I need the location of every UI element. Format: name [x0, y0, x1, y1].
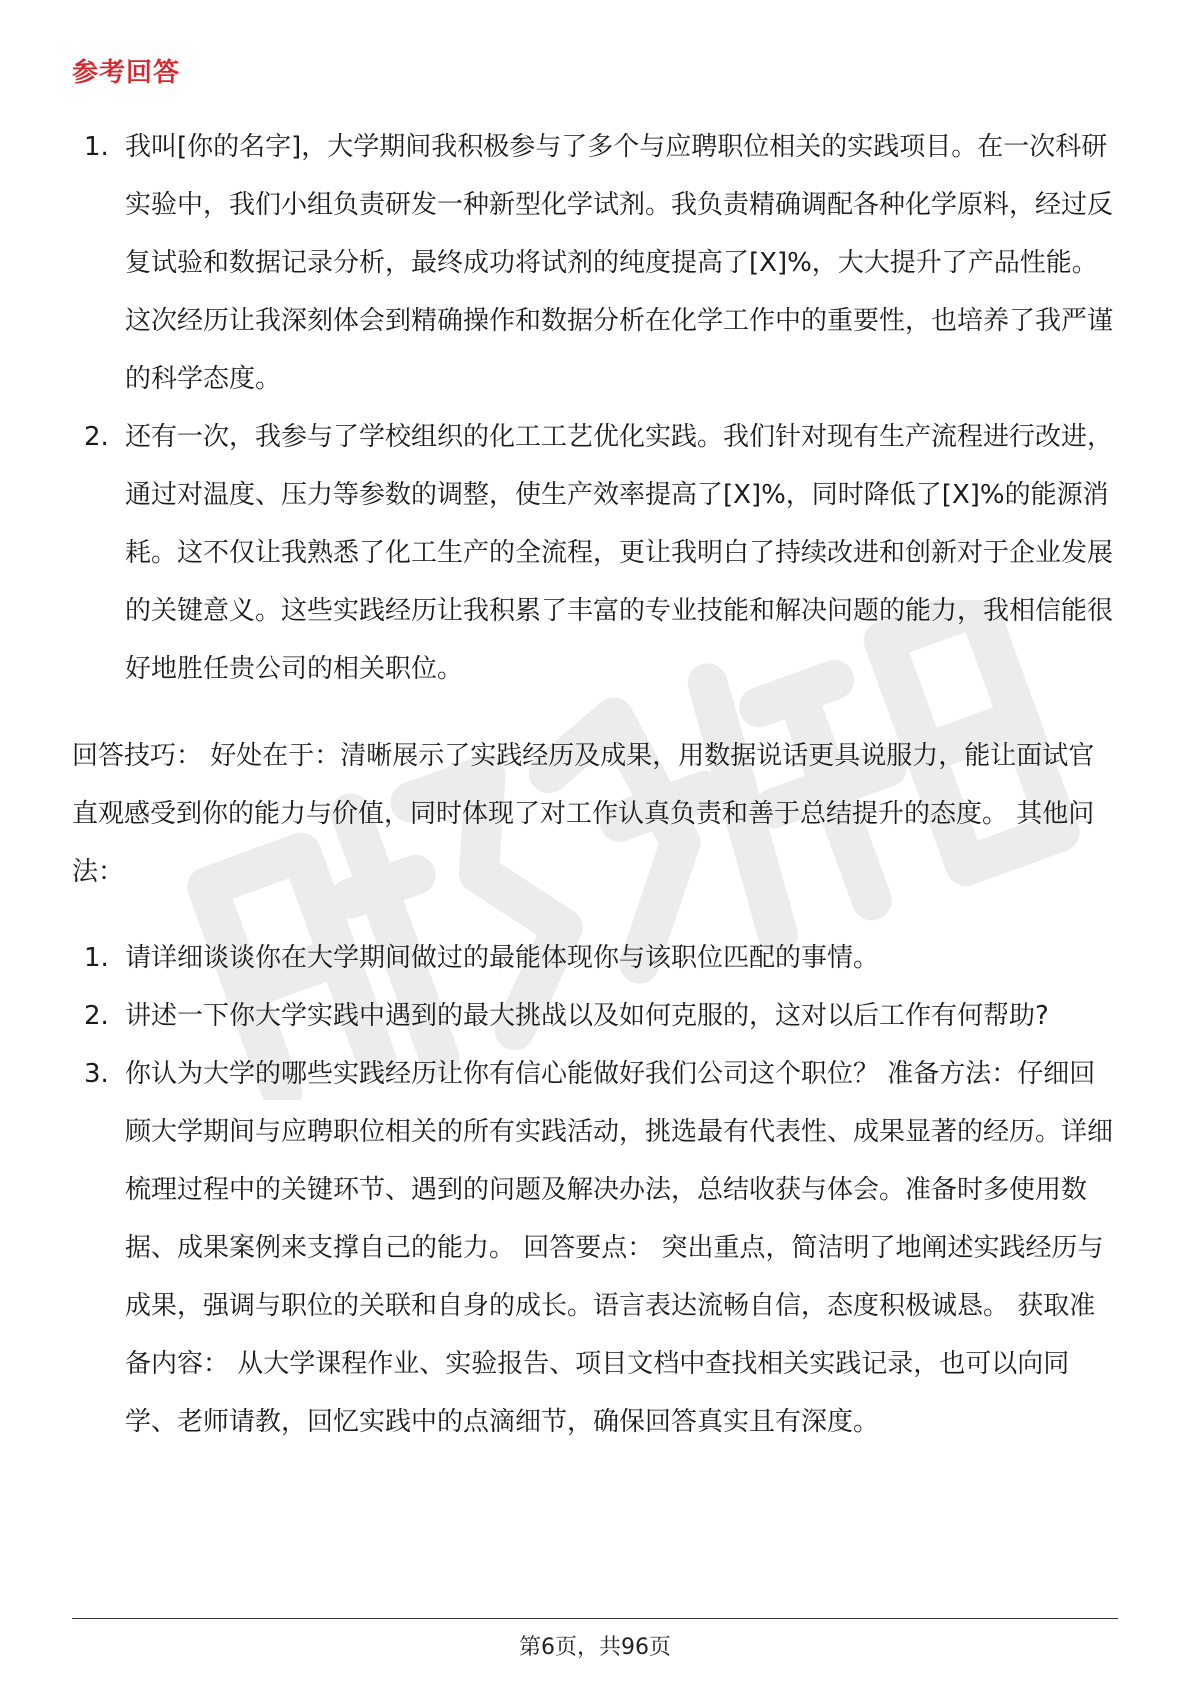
footer-divider — [72, 1618, 1118, 1619]
list-item-text: 我叫[你的名字]，大学期间我积极参与了多个与应聘职位相关的实践项目。在一次科研实验中，我们小组负责研发一种新型化学试剂。我负责精确调配各种化学原料，经过反复试验和数据记录分析，最终成功将试剂的纯度提高了[X]%，大大提升了产品性能。这次经历让我深刻体会到精确操作和数据分析在化学工作中的重要性，也培养了我严谨的科学态度。 — [125, 132, 1114, 394]
list-item-number: 2. — [84, 1001, 109, 1031]
list-item-number: 2. — [84, 422, 109, 452]
page-number-footer: 第6页，共96页 — [519, 1635, 671, 1660]
list-item-text: 请详细谈谈你在大学期间做过的最能体现你与该职位匹配的事情。 — [125, 943, 880, 973]
list-item-number: 3. — [84, 1059, 109, 1089]
list-item-text: 还有一次，我参与了学校组织的化工工艺优化实践。我们针对现有生产流程进行改进，通过对温度、压力等参数的调整，使生产效率提高了[X]%，同时降低了[X]%的能源消耗。这不仅让我熟悉了化工生产的全流程，更让我明白了持续改进和创新对于企业发展的关键意义。这些实践经历让我积累了丰富的专业技能和解决问题的能力，我相信能很好地胜任贵公司的相关职位。 — [125, 422, 1114, 684]
other-questions-list — [72, 929, 1117, 1451]
tips-paragraph: 回答技巧： 好处在于：清晰展示了实践经历及成果，用数据说话更具说服力，能让面试官直观感受到你的能力与价值，同时体现了对工作认真负责和善于总结提升的态度。 其他问法： — [72, 741, 1095, 887]
list-item-text: 你认为大学的哪些实践经历让你有信心能做好我们公司这个职位？ 准备方法：仔细回顾大学期间与应聘职位相关的所有实践活动，挑选最有代表性、成果显著的经历。详细梳理过程中的关键环节、遇到的问题及解决办法，总结收获与体会。准备时多使用数据、成果案例来支撑自己的能力。 回答要点： 突出重点，简洁明了地阐述实践经历与成果，强调与职位的关联和自身的成长。语言表达流畅自信，态度积极诚恳。 获取准备内容： 从大学课程作业、实验报告、项目文档中查找相关实践记录，也可以向同学、老师请教，回忆实践中的点滴细节，确保回答真实且有深度。 — [125, 1059, 1114, 1437]
list-item-number: 1. — [84, 132, 109, 162]
list-item — [72, 929, 1117, 987]
list-item-number: 1. — [84, 943, 109, 973]
answer-list — [72, 118, 1117, 698]
list-item — [72, 1045, 1117, 1451]
list-item — [72, 118, 1117, 408]
list-item — [72, 987, 1117, 1045]
list-item-text: 讲述一下你大学实践中遇到的最大挑战以及如何克服的，这对以后工作有何帮助? — [125, 1001, 1049, 1031]
list-item — [72, 408, 1117, 698]
section-title: 参考回答 — [72, 58, 181, 88]
